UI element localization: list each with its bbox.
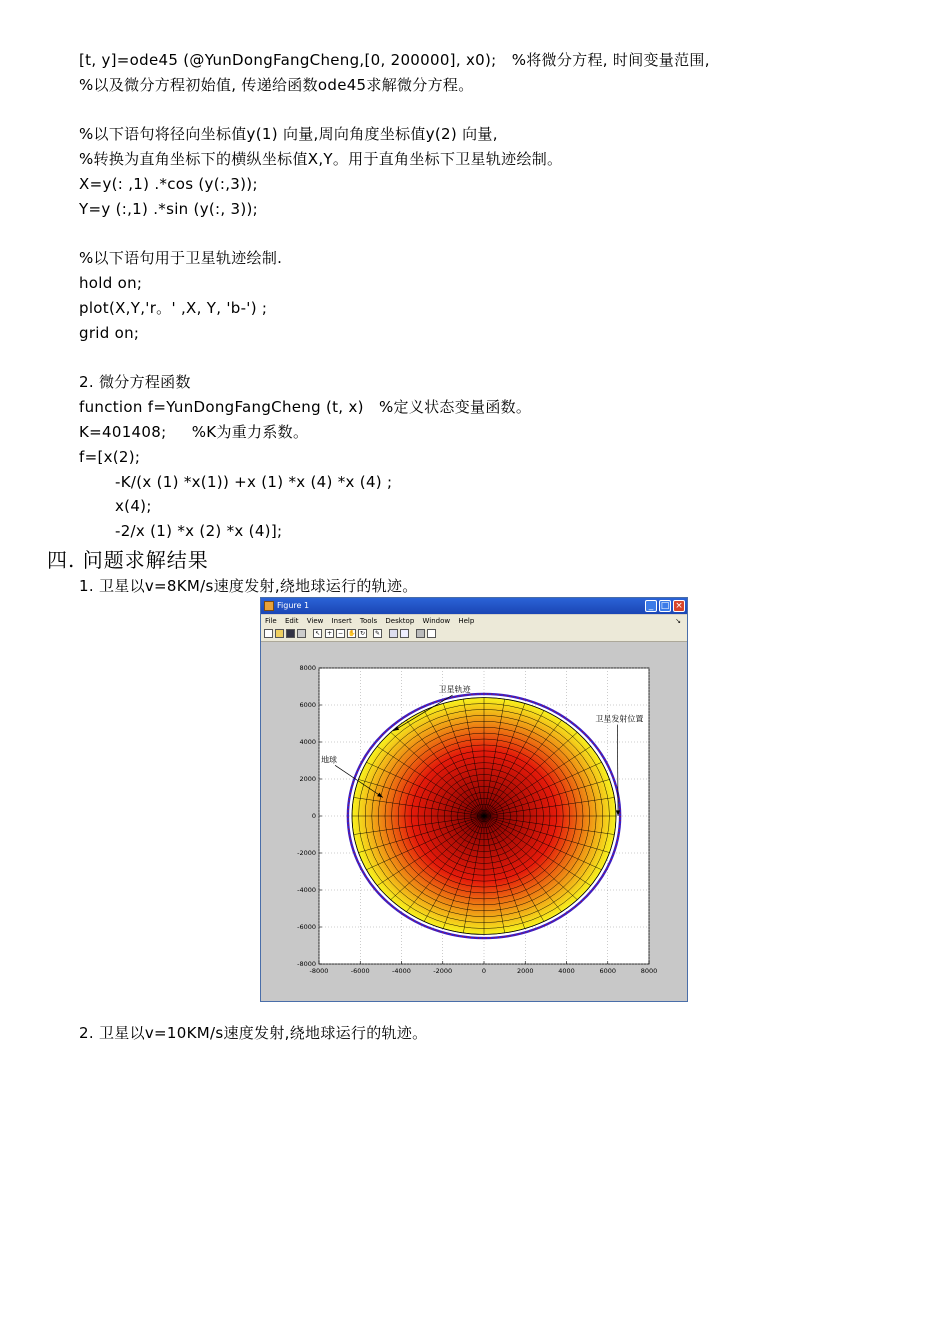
- code-line-indented: x(4);: [115, 497, 152, 516]
- open-file-icon[interactable]: [275, 629, 284, 638]
- y-tick-label: 8000: [299, 664, 316, 672]
- x-tick-label: 6000: [599, 967, 617, 975]
- matlab-logo-icon: [264, 601, 274, 611]
- code-line: function f=YunDongFangCheng (t, x) %定义状态变量函数。: [79, 398, 532, 417]
- menu-file[interactable]: File: [265, 617, 277, 625]
- y-tick-label: 6000: [299, 701, 316, 709]
- annotation-label: 卫星发射位置: [595, 714, 644, 724]
- menubar-dock-arrow-icon[interactable]: ↘: [675, 617, 681, 625]
- minimize-button[interactable]: _: [645, 600, 657, 612]
- menu-insert[interactable]: Insert: [331, 617, 352, 625]
- menu-view[interactable]: View: [306, 617, 324, 625]
- code-line: f=[x(2);: [79, 447, 141, 466]
- maximize-button[interactable]: □: [660, 601, 670, 611]
- x-tick-label: -8000: [309, 967, 329, 975]
- x-tick-label: 2000: [516, 967, 534, 975]
- menu-edit[interactable]: Edit: [284, 617, 299, 625]
- x-tick-label: 0: [481, 967, 487, 975]
- figure-menubar: [261, 615, 687, 627]
- save-icon[interactable]: [286, 629, 295, 638]
- y-tick-label: -4000: [297, 886, 316, 894]
- y-tick-label: 2000: [299, 775, 316, 783]
- x-tick-label: -4000: [392, 967, 411, 975]
- code-line: 2. 微分方程函数: [79, 373, 191, 392]
- y-tick-label: 4000: [299, 738, 316, 746]
- menu-tools[interactable]: Tools: [359, 617, 378, 625]
- code-line-indented: -K/(x (1) *x(1)) +x (1) *x (4) *x (4) ;: [115, 472, 393, 491]
- code-line: %以及微分方程初始值, 传递给函数ode45求解微分方程。: [79, 75, 474, 94]
- matlab-figure-window: [260, 597, 688, 1002]
- rotate-3d-icon[interactable]: ↻: [359, 630, 366, 637]
- close-button[interactable]: ×: [673, 600, 685, 612]
- colorbar-icon[interactable]: [389, 629, 398, 638]
- x-tick-label: -2000: [433, 967, 453, 975]
- edit-plot-arrow-icon[interactable]: ↖: [314, 630, 321, 637]
- data-cursor-icon[interactable]: ✎: [374, 630, 381, 637]
- code-line: %转换为直角坐标下的横纵坐标值X,Y。用于直角坐标下卫星轨迹绘制。: [79, 150, 563, 169]
- section-heading: 四. 问题求解结果: [47, 548, 209, 572]
- code-line: plot(X,Y,'r。' ,X, Y, 'b-') ;: [79, 299, 268, 317]
- zoom-out-icon[interactable]: −: [337, 630, 344, 637]
- code-line: grid on;: [79, 323, 140, 342]
- code-line: K=401408; %K为重力系数。: [79, 423, 309, 441]
- code-line: X=y(: ,1) .*cos (y(:,3));: [79, 175, 258, 193]
- y-tick-label: -2000: [297, 849, 316, 857]
- y-tick-label: -8000: [297, 960, 316, 968]
- hide-plot-tools-icon[interactable]: [416, 629, 425, 638]
- menu-desktop[interactable]: Desktop: [385, 617, 415, 625]
- code-line-indented: -2/x (1) *x (2) *x (4)];: [115, 522, 283, 541]
- x-tick-label: -6000: [350, 967, 370, 975]
- new-figure-icon[interactable]: [264, 629, 273, 638]
- figure-caption-2: 2. 卫星以v=10KM/s速度发射,绕地球运行的轨迹。: [79, 1024, 428, 1042]
- y-tick-label: -6000: [297, 923, 316, 931]
- x-tick-label: 4000: [558, 967, 575, 975]
- annotation-label: 地球: [321, 755, 338, 765]
- pan-hand-icon[interactable]: ✋: [348, 630, 356, 637]
- menu-window[interactable]: Window: [422, 617, 451, 625]
- figure-toolbar: [261, 627, 687, 642]
- figure-titlebar: [261, 598, 687, 614]
- show-plot-tools-icon[interactable]: [427, 629, 436, 638]
- x-tick-label: 8000: [640, 967, 658, 975]
- code-line: hold on;: [79, 274, 143, 293]
- code-line: [t, y]=ode45 (@YunDongFangCheng,[0, 200000], x0); %将微分方程, 时间变量范围,: [79, 51, 710, 69]
- legend-icon[interactable]: [400, 629, 409, 638]
- code-line: %以下语句用于卫星轨迹绘制.: [79, 249, 283, 268]
- figure-caption-1: 1. 卫星以v=8KM/s速度发射,绕地球运行的轨迹。: [79, 577, 418, 595]
- code-line: Y=y (:,1) .*sin (y(:, 3));: [79, 199, 259, 218]
- zoom-in-icon[interactable]: +: [326, 630, 333, 637]
- y-tick-label: 0: [311, 812, 316, 820]
- orbit-plot: [261, 642, 687, 1001]
- annotation-label: 卫星轨迹: [438, 685, 471, 695]
- code-line: %以下语句将径向坐标值y(1) 向量,周向角度坐标值y(2) 向量,: [79, 125, 498, 144]
- figure-title: Figure 1: [277, 601, 310, 610]
- print-icon[interactable]: [297, 629, 306, 638]
- menu-help[interactable]: Help: [458, 617, 475, 625]
